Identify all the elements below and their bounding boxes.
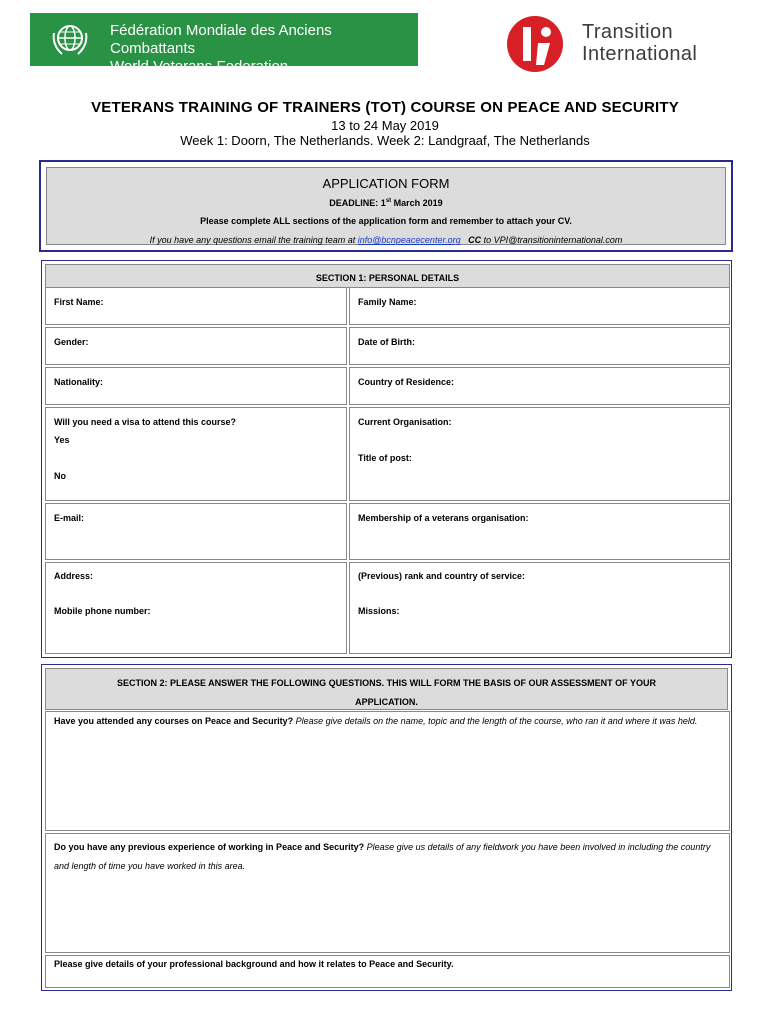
membership-field[interactable]	[349, 503, 730, 560]
instructions: Please complete ALL sections of the application form and remember to attach your CV.	[200, 216, 572, 226]
application-box-inner	[46, 167, 726, 245]
question-courses[interactable]	[45, 711, 730, 831]
residence-field[interactable]	[349, 367, 730, 405]
course-location: Week 1: Doorn, The Netherlands. Week 2: Landgraaf, The Netherlands	[180, 133, 590, 148]
ti-name-line2: International	[582, 43, 698, 65]
question-background-bold: Please give details of your professional background and how it relates to Peace and Security.	[54, 959, 454, 969]
organisation-field[interactable]	[349, 407, 730, 501]
address-field[interactable]	[45, 562, 347, 654]
section2-heading-line1: SECTION 2: PLEASE ANSWER THE FOLLOWING QUESTIONS. THIS WILL FORM THE BASIS OF OUR ASSESSMENT OF YOUR	[116, 678, 657, 688]
nationality-label: Nationality:	[54, 377, 104, 387]
question-experience-text	[54, 838, 719, 876]
deadline-sup: st	[385, 198, 392, 204]
wvf-logo	[30, 13, 418, 75]
contact-cc: CC	[468, 235, 482, 245]
deadline-prefix: DEADLINE: 1	[329, 198, 386, 208]
rank-label: (Previous) rank and country of service:	[358, 571, 526, 581]
residence-label: Country of Residence:	[358, 377, 455, 387]
family-name-field[interactable]	[349, 287, 730, 325]
mobile-label: Mobile phone number:	[54, 606, 151, 616]
nationality-field[interactable]	[45, 367, 347, 405]
wvf-name	[110, 22, 418, 76]
globe-laurel-icon	[50, 19, 90, 59]
contact-email-link[interactable]: info@bcnpeacecenter.org	[357, 235, 461, 245]
section2-heading	[45, 668, 728, 710]
question-courses-text	[54, 712, 719, 731]
rank-field[interactable]	[349, 562, 730, 654]
question-courses-bold: Have you attended any courses on Peace and Security?	[54, 716, 294, 726]
ti-name-line1: Transition	[582, 21, 674, 43]
wvf-name-fr: Fédération Mondiale des Anciens Combattants	[110, 22, 332, 57]
ti-mark-icon	[506, 15, 564, 73]
section-personal-details	[41, 260, 732, 658]
question-experience[interactable]	[45, 833, 730, 953]
ti-logo	[506, 15, 746, 73]
gender-field[interactable]	[45, 327, 347, 365]
missions-label: Missions:	[358, 606, 400, 616]
visa-yes-option[interactable]: Yes	[54, 435, 70, 445]
section2-heading-line2: APPLICATION.	[355, 697, 418, 707]
question-courses-detail: Please give details on the name, topic and the length of the course, who ran it and where it was held.	[293, 716, 698, 726]
dob-field[interactable]	[349, 327, 730, 365]
organisation-label: Current Organisation:	[358, 417, 452, 427]
contact-cc-email: to VPI@transitioninternational.com	[481, 235, 623, 245]
dob-label: Date of Birth:	[358, 337, 415, 347]
first-name-label: First Name:	[54, 297, 104, 307]
ti-name	[582, 21, 697, 65]
question-experience-bold: Do you have any previous experience of working in Peace and Security?	[54, 842, 365, 852]
course-title: VETERANS TRAINING OF TRAINERS (TOT) COURSE ON PEACE AND SECURITY	[91, 99, 679, 116]
application-title: APPLICATION FORM	[322, 176, 450, 191]
deadline-suffix: March 2019	[391, 198, 443, 208]
address-label: Address:	[54, 571, 94, 581]
contact-prefix: If you have any questions email the training team at	[149, 235, 358, 245]
visa-no-option[interactable]: No	[54, 471, 66, 481]
membership-label: Membership of a veterans organisation:	[358, 513, 529, 523]
question-experience-detail: Please give us details of any fieldwork you have been involved in including the country and length of time you have worked in this area.	[54, 842, 711, 871]
email-label: E-mail:	[54, 513, 85, 523]
section-questions	[41, 664, 732, 991]
family-name-label: Family Name:	[358, 297, 417, 307]
question-background[interactable]	[45, 955, 730, 988]
wvf-name-en: World Veterans Federation	[110, 58, 289, 75]
post-label: Title of post:	[358, 453, 412, 463]
visa-field[interactable]	[45, 407, 347, 501]
email-field[interactable]	[45, 503, 347, 560]
question-background-text	[54, 955, 719, 974]
course-dates: 13 to 24 May 2019	[331, 118, 439, 133]
application-box	[39, 160, 733, 252]
visa-label: Will you need a visa to attend this course?	[54, 417, 236, 427]
contact-line	[47, 235, 725, 245]
deadline	[47, 198, 725, 208]
first-name-field[interactable]	[45, 287, 347, 325]
section1-heading: SECTION 1: PERSONAL DETAILS	[45, 264, 730, 288]
gender-label: Gender:	[54, 337, 89, 347]
